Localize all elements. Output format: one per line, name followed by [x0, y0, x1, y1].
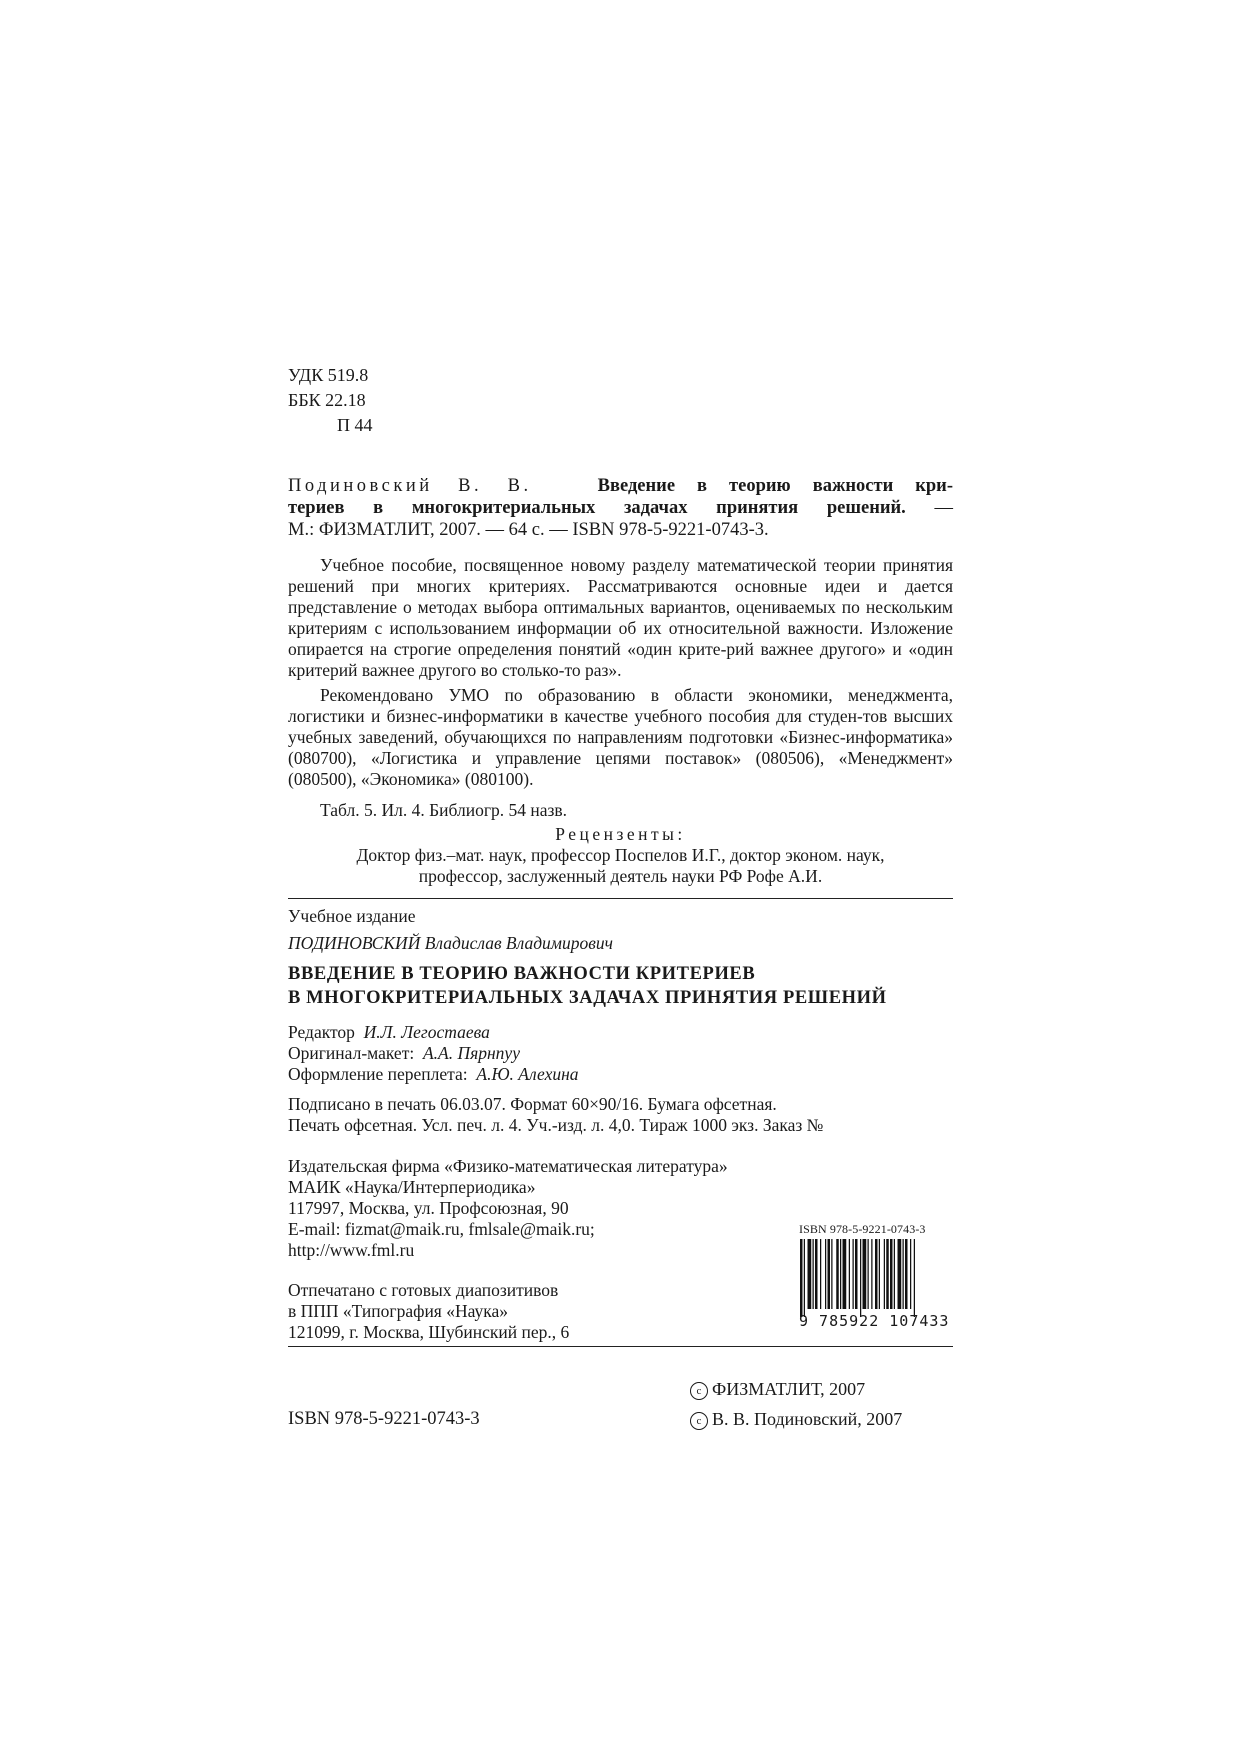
edition-block: [288, 906, 953, 1010]
edition-title-line-2: В МНОГОКРИТЕРИАЛЬНЫХ ЗАДАЧАХ ПРИНЯТИЯ РЕШЕНИЙ: [288, 988, 887, 1008]
udk-code: УДК 519.8: [288, 365, 369, 385]
reviewers-line-2: профессор, заслуженный деятель науки РФ Рофе А.И.: [418, 866, 823, 886]
print-info-line-2: Печать офсетная. Усл. печ. л. 4. Уч.-изд. л. 4,0. Тираж 1000 экз. Заказ №: [288, 1115, 824, 1135]
citation-title-part1: Введение в теорию важности кри-: [597, 476, 954, 496]
copyright-author-text: В. В. Подиновский, 2007: [712, 1409, 903, 1429]
annotation-stats: Табл. 5. Ил. 4. Библиогр. 54 назв.: [320, 800, 568, 820]
credit-layout-name: А.А. Пярнпуу: [422, 1043, 520, 1063]
annotation: [288, 555, 953, 821]
edition-author: [288, 933, 953, 954]
reviewers: [288, 824, 953, 887]
classification-block: [288, 363, 373, 438]
copyright-author: [690, 1408, 902, 1430]
citation-author: Подиновский В. В.: [288, 476, 532, 496]
barcode-digits: 9 785922 107433: [799, 1312, 950, 1330]
printer-line-1: Отпечатано с готовых диапозитивов: [288, 1280, 559, 1300]
copyright-publisher: [690, 1378, 865, 1400]
citation-line-1: [288, 475, 953, 497]
divider-bottom: [288, 1346, 953, 1347]
credit-editor: [288, 1022, 953, 1043]
reviewers-heading: Рецензенты:: [555, 824, 686, 844]
divider-top: [288, 898, 953, 899]
annotation-paragraph-1: Учебное пособие, посвященное новому разделу математической теории принятия решений при многих критериях. Рассматриваются основные идеи и дается представление о методах выбора оптимальных вариантов, оцениваемых по нескольким критериям с использованием информации об их относительной важности. Изложение опирается на строгие определения понятий «один крите-рий важнее другого» и «один критерий важнее другого во столько-то раз».: [288, 555, 953, 680]
edition-title-line-1: ВВЕДЕНИЕ В ТЕОРИЮ ВАЖНОСТИ КРИТЕРИЕВ: [288, 964, 756, 984]
credit-editor-name: И.Л. Легостаева: [363, 1022, 490, 1042]
publisher-line-1: Издательская фирма «Физико-математическая литература»: [288, 1156, 728, 1176]
credit-cover-name: А.Ю. Алехина: [476, 1064, 579, 1084]
printer-line-2: в ППП «Типография «Наука»: [288, 1301, 509, 1321]
copyright-icon: c: [690, 1382, 708, 1400]
copyright-icon: c: [690, 1412, 708, 1430]
barcode-isbn-label: ISBN 978-5-9221-0743-3: [799, 1222, 926, 1236]
isbn-barcode: [799, 1222, 955, 1332]
publisher-line-3: 117997, Москва, ул. Профсоюзная, 90: [288, 1198, 569, 1218]
citation-line-2: [288, 497, 953, 519]
publisher-email: E-mail: fizmat@maik.ru, fmlsale@maik.ru;: [288, 1219, 595, 1239]
citation-line-3: М.: ФИЗМАТЛИТ, 2007. — 64 с. — ISBN 978-5-9221-0743-3.: [288, 520, 769, 540]
credit-layout-label: Оригинал-макет:: [288, 1043, 415, 1063]
edition-author-names: Владислав Владимирович: [424, 933, 613, 953]
citation: [288, 475, 953, 541]
printer-line-3: 121099, г. Москва, Шубинский пер., 6: [288, 1322, 570, 1342]
print-info-line-1: Подписано в печать 06.03.07. Формат 60×90/16. Бумага офсетная.: [288, 1094, 777, 1114]
credits: [288, 1022, 953, 1085]
bbk-code: ББК 22.18: [288, 390, 366, 410]
author-mark: П 44: [337, 415, 373, 435]
publisher-line-2: МАИК «Наука/Интерпериодика»: [288, 1177, 536, 1197]
print-info: [288, 1094, 953, 1136]
annotation-paragraph-2: Рекомендовано УМО по образованию в области экономики, менеджмента, логистики и бизнес-информатики в качестве учебного пособия для студен-тов высших учебных заведений, обучающихся по направлениям подготовки «Бизнес-информатика» (080700), «Логистика и управление цепями поставок» (080506), «Менеджмент» (080500), «Экономика» (080100).: [288, 685, 953, 789]
copyright-publisher-text: ФИЗМАТЛИТ, 2007: [712, 1379, 866, 1399]
barcode-bars-icon: [799, 1239, 955, 1317]
credit-editor-label: Редактор: [288, 1022, 355, 1042]
footer-isbn: ISBN 978-5-9221-0743-3: [288, 1409, 480, 1429]
printer: [288, 1280, 788, 1343]
citation-dash: —: [905, 498, 953, 518]
credit-cover-label: Оформление переплета:: [288, 1064, 468, 1084]
edition-author-surname: ПОДИНОВСКИЙ: [288, 933, 421, 953]
publisher: [288, 1156, 788, 1261]
citation-title-part2: териев в многокритериальных задачах принятия решений.: [288, 498, 906, 518]
credit-cover: [288, 1064, 953, 1085]
credit-layout: [288, 1043, 953, 1064]
edition-type: Учебное издание: [288, 906, 416, 926]
publisher-website: http://www.fml.ru: [288, 1240, 415, 1260]
reviewers-line-1: Доктор физ.–мат. наук, профессор Поспелов И.Г., доктор эконом. наук,: [356, 845, 885, 865]
